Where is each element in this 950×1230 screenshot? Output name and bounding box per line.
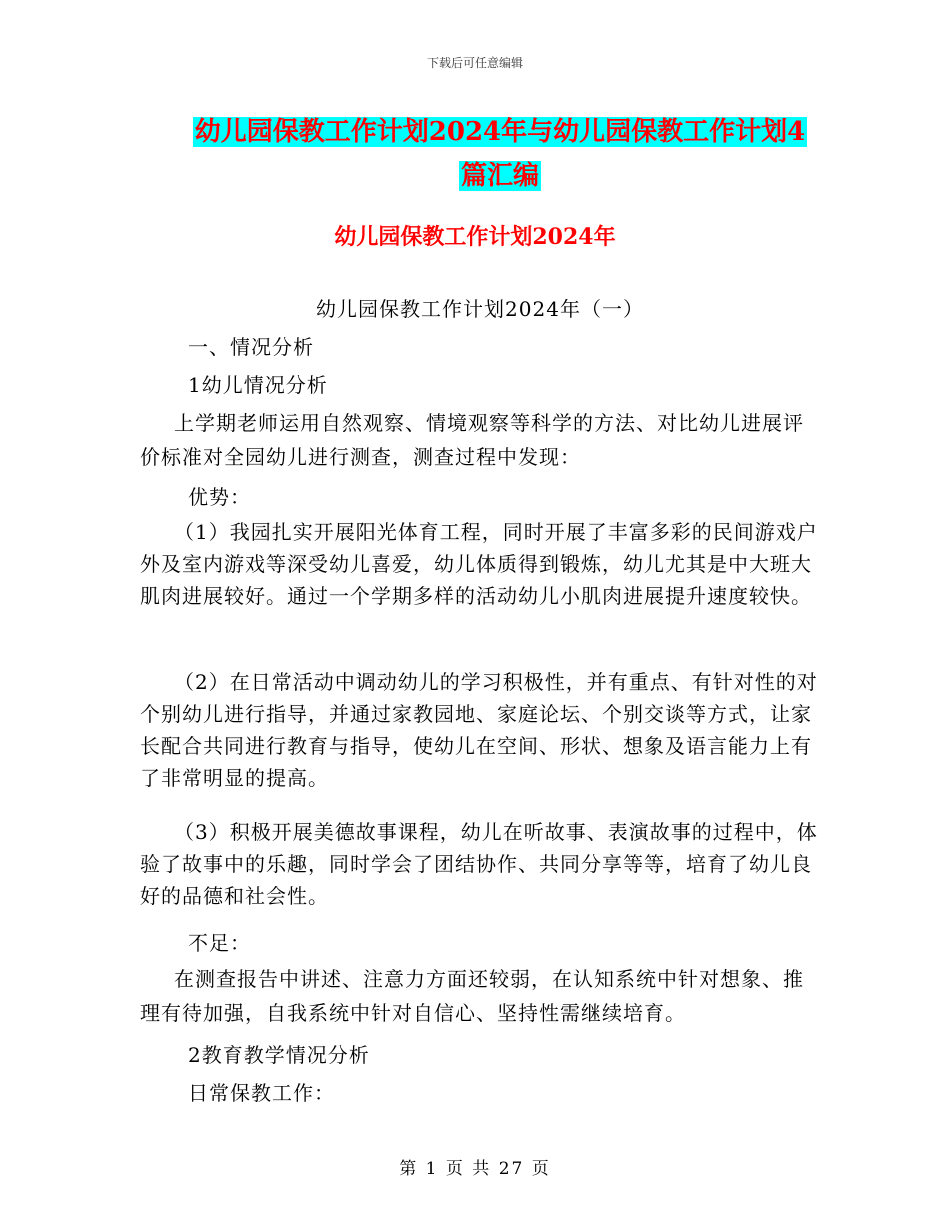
label-advantages: 优势： <box>188 485 251 509</box>
paragraph-observation: 上学期老师运用自然观察、情境观察等科学的方法、对比幼儿进展评价标准对全园幼儿进行测查，测查过程中发现： <box>140 411 804 469</box>
section-title: 幼儿园保教工作计划2024年 <box>334 224 616 250</box>
heading-situation-analysis: 一、情况分析 <box>188 335 314 359</box>
label-shortcomings: 不足： <box>188 931 251 955</box>
document-title <box>150 110 850 198</box>
header-note: 下载后可任意编辑 <box>426 56 523 70</box>
paragraph-advantage-2: （2）在日常活动中调动幼儿的学习积极性，并有重点、有针对性的对个别幼儿进行指导，并通过家教园地、家庭论坛、个别交谈等方式，让家长配合共同进行教育与指导，使幼儿在空间、形状、想象及语言能力上有了非常明显的提高。 <box>140 670 818 790</box>
paragraph-shortcomings: 在测查报告中讲述、注意力方面还较弱，在认知系统中针对想象、推理有待加强，自我系统中针对自信心、坚持性需继续培育。 <box>140 967 804 1025</box>
document-title-line1: 幼儿园保教工作计划2024年与幼儿园保教工作计划4 <box>194 117 806 147</box>
heading-child-analysis: 1幼儿情况分析 <box>188 373 328 397</box>
paragraph-advantage-1: （1）我园扎实开展阳光体育工程，同时开展了丰富多彩的民间游戏户外及室内游戏等深受幼儿喜爱，幼儿体质得到锻炼，幼儿尤其是中大班大肌肉进展较好。通过一个学期多样的活动幼儿小肌肉进展提升速度较快。 <box>140 520 818 608</box>
paragraph-advantage-3: （3）积极开展美德故事课程，幼儿在听故事、表演故事的过程中，体验了故事中的乐趣，同时学会了团结协作、共同分享等等，培育了幼儿良好的品德和社会性。 <box>140 820 818 908</box>
label-daily-work: 日常保教工作： <box>188 1081 335 1105</box>
document-title-line2: 篇汇编 <box>460 161 539 191</box>
subtitle: 幼儿园保教工作计划2024年（一） <box>316 297 644 321</box>
page-footer: 第 1 页 共 27 页 <box>399 1159 551 1179</box>
heading-teaching-analysis: 2教育教学情况分析 <box>188 1043 370 1067</box>
